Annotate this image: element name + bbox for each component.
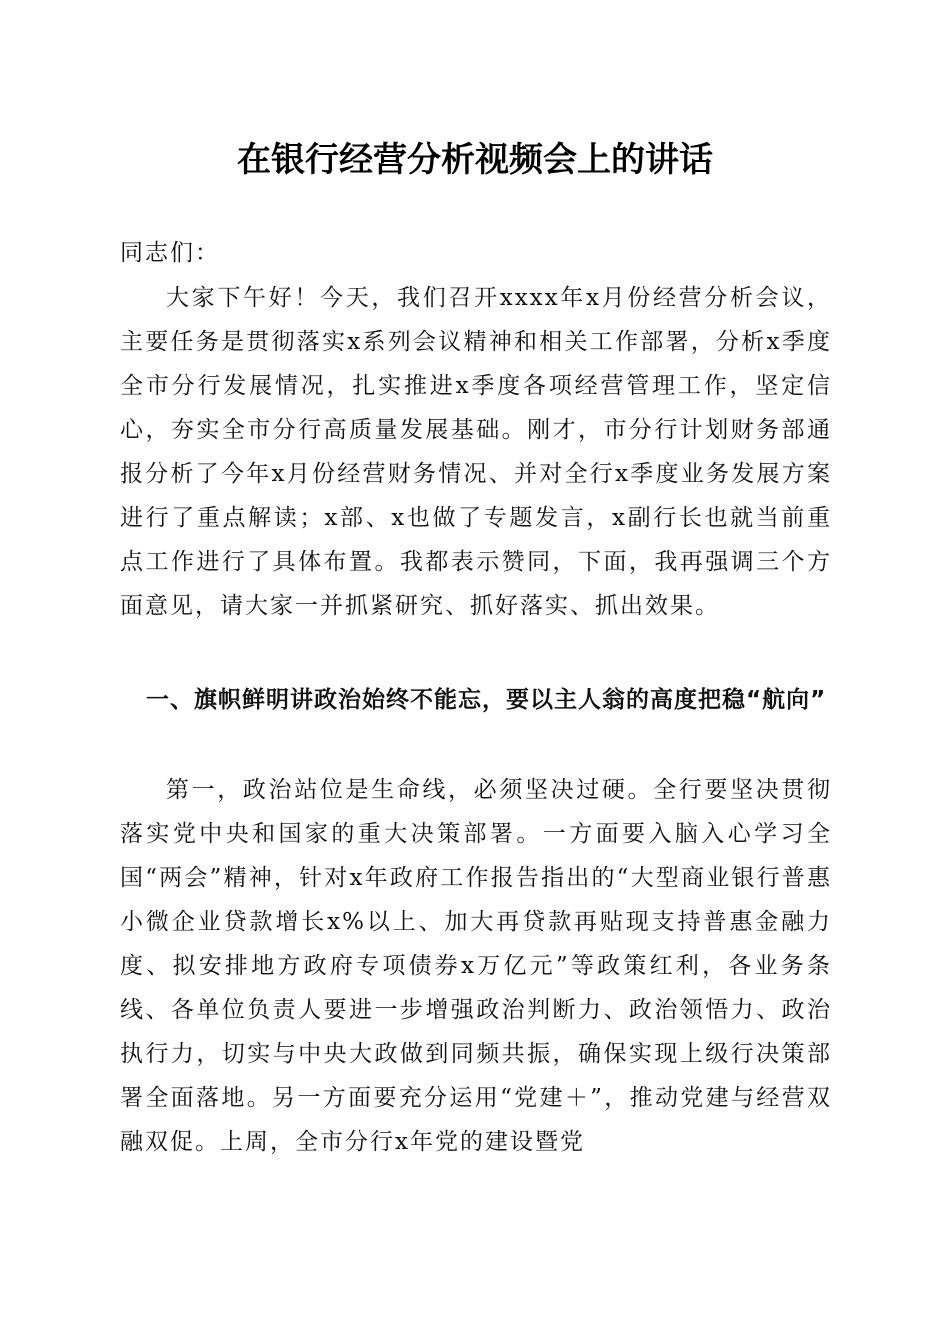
greeting: 同志们： (120, 240, 220, 266)
document-title: 在银行经营分析视频会上的讲话 (237, 140, 713, 180)
paragraph-opening: 大家下午好！今天，我们召开xxxx年x月份经营分析会议，主要任务是贯彻落实x系列会议精神和相关工作部署，分析x季度全市分行发展情况，扎实推进x季度各项经营管理工作，坚定信心，夯实全市分行高质量发展基础。刚才，市分行计划财务部通报分析了今年x月份经营财务情况、并对全行x季度业务发展方案进行了重点解读；x部、x也做了专题发言，x副行长也就当前重点工作进行了具体布置。我都表示赞同，下面，我再强调三个方面意见，请大家一并抓紧研究、抓好落实、抓出效果。 (120, 285, 832, 619)
paragraph-political-stance: 第一，政治站位是生命线，必须坚决过硬。全行要坚决贯彻落实党中央和国家的重大决策部署。一方面要入脑入心学习全国“两会”精神，针对x年政府工作报告指出的“大型商业银行普惠小微企业贷款增长x%以上、加大再贷款再贴现支持普惠金融力度、拟安排地方政府专项债券x万亿元”等政策红利，各业务条线、各单位负责人要进一步增强政治判断力、政治领悟力、政治执行力，切实与中央大政做到同频共振，确保实现上级行决策部署全面落地。另一方面要充分运用“党建＋”，推动党建与经营双融双促。上周，全市分行x年党的建设暨党 (120, 777, 832, 1155)
section-heading-1: 一、旗帜鲜明讲政治始终不能忘，要以主人翁的高度把稳“航向” (146, 687, 827, 713)
